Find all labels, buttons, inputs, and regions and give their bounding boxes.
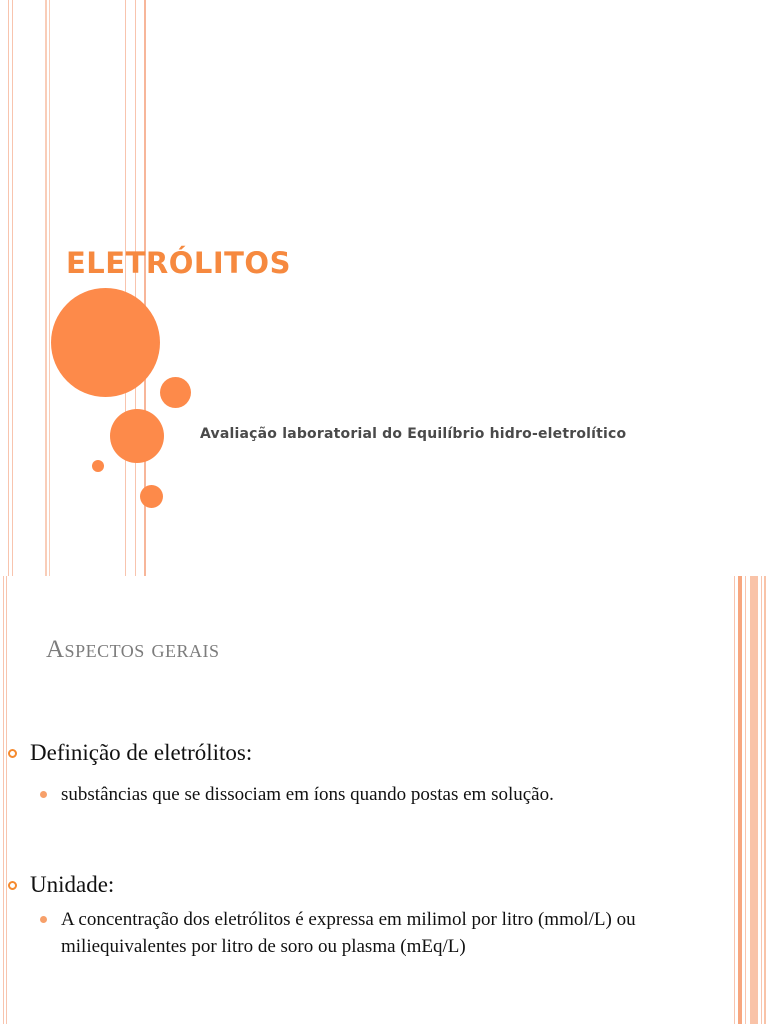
decor-line [738, 576, 742, 1024]
decor-line [761, 576, 762, 1024]
decor-line [8, 0, 9, 576]
decor-line [750, 576, 758, 1024]
slide-title: Aspectos gerais [46, 636, 220, 663]
decor-line [135, 0, 136, 576]
bullet-dot-icon [40, 916, 47, 923]
bullet-heading: Unidade: [30, 872, 115, 897]
decor-line [764, 576, 766, 1024]
decor-circle-medium [110, 409, 164, 463]
sub-bullet-definition [38, 781, 658, 808]
decor-line [45, 0, 47, 576]
decor-circle-large [51, 288, 160, 397]
decor-line [3, 576, 4, 1024]
decor-circle-tiny [92, 460, 104, 472]
slide-subtitle: Avaliação laboratorial do Equilíbrio hidro-eletrolítico [200, 426, 627, 442]
decor-line [125, 0, 126, 576]
bullet-circle-icon [8, 881, 17, 890]
decor-line [734, 576, 735, 1024]
decor-line [49, 0, 50, 576]
bullet-circle-icon [8, 749, 17, 758]
sub-bullet-unit [38, 906, 658, 960]
decor-circle-small [160, 377, 191, 408]
decor-line [6, 576, 7, 1024]
bullet-heading: Definição de eletrólitos: [30, 740, 253, 765]
sub-bullet-text: A concentração dos eletrólitos é expressa em milimol por litro (mmol/L) ou miliequivalentes por litro de soro ou plasma (mEq/L) [61, 909, 636, 957]
bullet-dot-icon [40, 791, 47, 798]
content-slide [0, 576, 768, 1024]
decor-line [745, 576, 746, 1024]
decor-circle-small [140, 485, 163, 508]
sub-bullet-text: substâncias que se dissociam em íons quando postas em solução. [61, 784, 554, 805]
decor-line [12, 0, 13, 576]
slide-title: ELETRÓLITOS [66, 246, 291, 280]
